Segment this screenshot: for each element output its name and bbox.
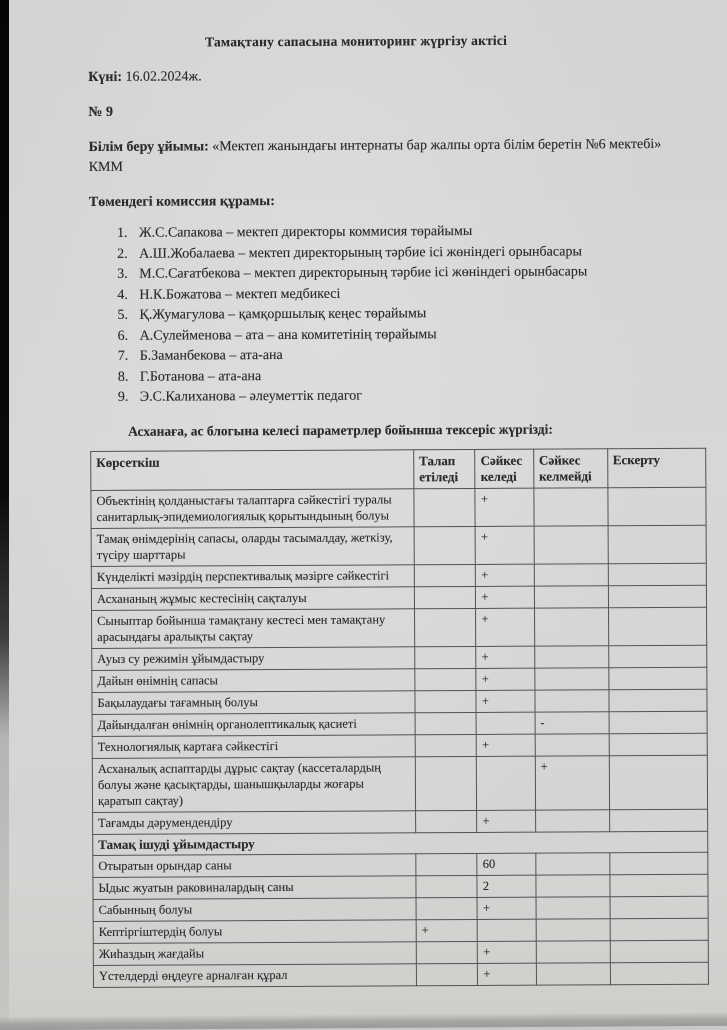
eskertu-cell — [608, 607, 707, 646]
table-row — [91, 525, 706, 566]
talap-cell — [415, 734, 477, 756]
talap-cell — [414, 488, 476, 526]
saikes-keledi-cell: + — [476, 608, 535, 646]
commission-heading: Төмендегі комиссия құрамы: — [88, 194, 275, 210]
table-row — [92, 733, 707, 758]
indicator-cell: Дайын өнімнің сапасы — [92, 668, 415, 692]
table-row — [91, 487, 706, 528]
indicator-cell: Асхананың жұмыс кестесінің сақталуы — [91, 586, 414, 610]
eskertu-cell — [609, 711, 708, 734]
talap-cell — [414, 608, 476, 646]
table-header-row — [91, 448, 706, 490]
indicator-cell: Үстелдерді өңдеуге арналған құрал — [93, 963, 416, 987]
eskertu-cell — [610, 896, 709, 919]
eskertu-cell — [609, 852, 708, 875]
table-row — [91, 563, 706, 588]
talap-cell — [416, 941, 478, 963]
table-row — [93, 962, 708, 987]
indicator-cell: Асханалық аспаптарды дұрыс сақтау (кассеталардың болуы және қасықтарды, шанышқыларды жоғары қаратып сақтау) — [92, 756, 415, 812]
table-row — [93, 940, 708, 965]
organization-label: Білім беру ұйымы: — [88, 139, 209, 155]
indicator-cell: Дайындалған өнімнің органолептикалық қасиеті — [92, 712, 415, 736]
saikes-kelmeidi-cell — [536, 896, 610, 918]
eskertu-cell — [609, 809, 708, 832]
act-number: № 9 — [88, 104, 114, 120]
table-row — [92, 645, 707, 670]
saikes-kelmeidi-cell — [535, 645, 609, 667]
table-row — [93, 809, 708, 834]
talap-cell — [414, 586, 476, 608]
talap-cell — [414, 526, 476, 564]
talap-cell — [415, 810, 477, 832]
commission-member-number: 2. — [117, 246, 128, 262]
column-header: Сәйкес келеді — [475, 449, 534, 488]
saikes-keledi-cell: 2 — [477, 875, 536, 897]
column-header: Сәйкес келмейді — [533, 448, 607, 487]
column-header: Ескерту — [607, 448, 706, 488]
document-title: Тамақтану сапасына мониторинг жүргізу актісі — [205, 32, 508, 50]
eskertu-cell — [608, 563, 707, 586]
inspection-table-body — [91, 487, 709, 987]
saikes-kelmeidi-cell — [536, 852, 610, 874]
eskertu-cell — [610, 874, 709, 897]
commission-member-number: 9. — [117, 389, 129, 405]
commission-member-number: 1. — [117, 225, 128, 241]
saikes-kelmeidi-cell — [535, 667, 609, 689]
indicator-cell: Объектінің қолданыстағы талаптарға сәйкестігі туралы санитарлық-эпидемиологиялық қорытындының болуы — [91, 488, 414, 528]
eskertu-cell — [609, 755, 708, 810]
eskertu-cell — [610, 940, 709, 963]
inspection-table — [90, 447, 709, 987]
commission-member-text: Э.С.Калиханова – әлеуметтік педагог — [139, 388, 363, 405]
table-row — [93, 896, 708, 921]
date-label: Күні: — [88, 69, 123, 85]
eskertu-cell — [610, 918, 709, 941]
saikes-keledi-cell: + — [475, 488, 534, 526]
commission-member — [118, 385, 706, 409]
commission-member-number: 6. — [117, 328, 129, 344]
commission-member-text: М.С.Сағатбекова – мектеп директорының тәрбие ісі жөніндегі орынбасары — [139, 264, 588, 282]
commission-member-number: 7. — [117, 348, 129, 364]
eskertu-cell — [608, 525, 707, 564]
commission-member-text: Г.Ботанова – ата-ана — [139, 368, 262, 385]
talap-cell — [415, 756, 477, 810]
saikes-keledi-cell: + — [478, 941, 537, 963]
saikes-kelmeidi-cell — [535, 809, 609, 831]
saikes-kelmeidi-cell: + — [535, 755, 609, 809]
document-content — [88, 31, 709, 988]
saikes-keledi-cell: + — [476, 586, 535, 608]
scan-bottom-edge-shadow — [0, 1012, 727, 1030]
scan-left-edge-shadow — [0, 0, 9, 1024]
talap-cell — [415, 712, 477, 734]
inspection-heading: Асханаға, ас блогына келесі параметрлер бойынша тексеріс жүргізді: — [128, 421, 553, 439]
indicator-cell: Сабынның болуы — [93, 897, 416, 921]
saikes-keledi-cell — [476, 712, 535, 734]
organization-value: «Мектеп жанындағы интернаты бар жалпы орта білім беретін №6 мектебі» КММ — [88, 137, 662, 175]
table-row — [92, 607, 707, 648]
eskertu-cell — [609, 689, 708, 712]
table-row — [91, 585, 706, 610]
table-row — [92, 667, 707, 692]
commission-member-number: 8. — [117, 369, 129, 385]
section-label-cell: Тамақ ішуді ұйымдастыру — [93, 831, 708, 855]
eskertu-cell — [608, 667, 707, 690]
eskertu-cell — [608, 645, 707, 668]
saikes-keledi-cell: + — [477, 897, 536, 919]
saikes-keledi-cell: + — [476, 564, 535, 586]
commission-list — [89, 221, 706, 409]
saikes-keledi-cell: + — [477, 810, 536, 832]
commission-member-text: Қ.Жумагулова – қамқоршылық кеңес төрайымы — [139, 306, 427, 323]
talap-cell — [416, 897, 478, 919]
table-row — [93, 852, 708, 877]
eskertu-cell — [607, 487, 706, 526]
commission-member-text: Ж.С.Сапакова – мектеп директоры коммисия төрайымы — [139, 223, 473, 241]
organization-line — [89, 135, 674, 178]
indicator-cell: Тамақ өнімдерінің сапасы, оларды тасымалдау, жеткізу, түсіру шарттары — [91, 526, 414, 566]
talap-cell — [416, 963, 478, 985]
table-row — [92, 689, 707, 714]
talap-cell — [415, 690, 477, 712]
indicator-cell: Ыдыс жуатын раковиналардың саны — [93, 875, 416, 899]
saikes-keledi-cell: + — [476, 646, 535, 668]
indicator-cell: Тағамды дәрумендендіру — [93, 810, 416, 834]
saikes-keledi-cell: + — [478, 963, 537, 985]
indicator-cell: Жиһаздың жағдайы — [93, 941, 416, 965]
indicator-cell: Бақылаудағы тағамның болуы — [92, 690, 415, 714]
talap-cell — [415, 668, 477, 690]
indicator-cell: Отыратын орындар саны — [93, 853, 416, 877]
saikes-kelmeidi-cell: - — [535, 711, 609, 733]
table-row — [93, 918, 708, 943]
commission-member-text: Б.Заманбекова – ата-ана — [139, 347, 283, 364]
talap-cell — [415, 646, 477, 668]
date-value: 16.02.2024ж. — [125, 69, 202, 85]
saikes-kelmeidi-cell — [535, 689, 609, 711]
talap-cell — [416, 853, 478, 875]
date-line — [88, 65, 704, 88]
saikes-keledi-cell — [477, 756, 536, 810]
saikes-kelmeidi-cell — [535, 733, 609, 755]
eskertu-cell — [610, 962, 709, 985]
saikes-keledi-cell: + — [475, 526, 534, 564]
saikes-kelmeidi-cell — [534, 563, 608, 585]
indicator-cell: Сыныптар бойынша тамақтану кестесі мен тамақтану арасындағы аралықты сақтау — [92, 608, 415, 648]
indicator-cell: Ауыз су режимін ұйымдастыру — [92, 646, 415, 670]
talap-cell: + — [416, 919, 478, 941]
indicator-cell: Технологиялық картаға сәйкестігі — [92, 734, 415, 758]
talap-cell — [414, 564, 476, 586]
saikes-kelmeidi-cell — [536, 874, 610, 896]
column-header: Талап етіледі — [414, 449, 476, 488]
table-row — [92, 755, 707, 812]
table-row — [93, 874, 708, 899]
table-row — [92, 711, 707, 736]
saikes-kelmeidi-cell — [536, 940, 610, 962]
commission-member-text: Н.К.Божатова – мектеп медбикесі — [139, 286, 341, 303]
saikes-keledi-cell: + — [476, 690, 535, 712]
saikes-keledi-cell: 60 — [477, 853, 536, 875]
indicator-cell: Кептіргіштердің болуы — [93, 919, 416, 943]
saikes-kelmeidi-cell — [534, 585, 608, 607]
eskertu-cell — [608, 585, 707, 608]
commission-member-text: А.Сулейменова – ата – ана комитетінің төрайымы — [139, 326, 437, 344]
eskertu-cell — [609, 733, 708, 756]
saikes-kelmeidi-cell — [534, 525, 608, 563]
saikes-kelmeidi-cell — [534, 487, 608, 525]
commission-member-number: 3. — [117, 266, 128, 282]
saikes-kelmeidi-cell — [534, 607, 608, 645]
saikes-kelmeidi-cell — [536, 918, 610, 940]
inspection-table-head — [91, 448, 706, 490]
commission-member-number: 5. — [117, 307, 129, 323]
saikes-keledi-cell: + — [476, 668, 535, 690]
saikes-kelmeidi-cell — [536, 962, 610, 984]
indicator-cell: Күнделікті мәзірдің перспективалық мәзірге сәйкестігі — [91, 564, 414, 588]
talap-cell — [416, 875, 478, 897]
commission-member-number: 4. — [117, 287, 128, 303]
commission-member-text: А.Ш.Жобалаева – мектеп директорының тәрбие ісі жөніндегі орынбасары — [139, 243, 582, 262]
saikes-keledi-cell — [478, 919, 537, 941]
saikes-keledi-cell: + — [477, 734, 536, 756]
column-header: Көрсеткіш — [91, 449, 414, 490]
